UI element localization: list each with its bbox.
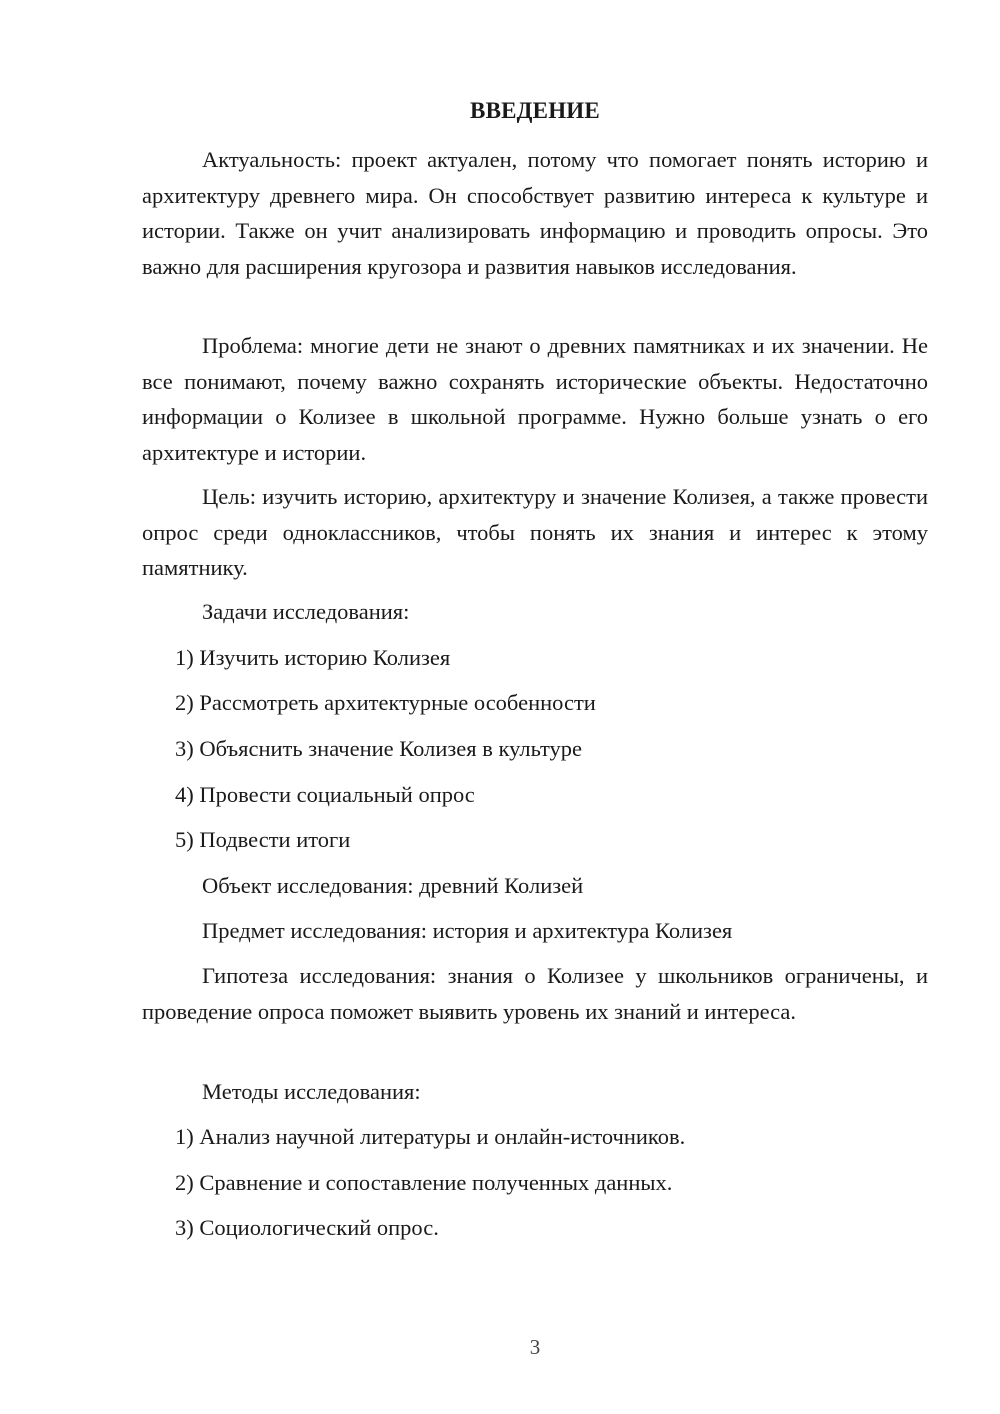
paragraph-problem: Проблема: многие дети не знают о древних памятниках и их значении. Не все понимают, почему важно сохранять исторические объекты. Недостаточно информации о Колизее в школьной программе. Нужно больше узнать о его архитектуре и истории. [142, 333, 928, 466]
task-item: 5) Подвести итоги [175, 827, 351, 852]
paragraph-goal: Цель: изучить историю, архитектуру и значение Колизея, а также провести опрос среди одноклассников, чтобы понять их знания и интерес к этому памятнику. [142, 484, 928, 581]
task-item: 1) Изучить историю Колизея [175, 645, 451, 670]
task-item: 2) Рассмотреть архитектурные особенности [175, 690, 596, 715]
task-item: 4) Провести социальный опрос [175, 782, 475, 807]
tasks-title: Задачи исследования: [202, 599, 410, 624]
page-heading: ВВЕДЕНИЕ [470, 98, 600, 123]
method-item: 1) Анализ научной литературы и онлайн-источников. [175, 1124, 686, 1149]
page-number: 3 [529, 1335, 541, 1359]
methods-title: Методы исследования: [202, 1079, 421, 1104]
paragraph-hypothesis: Гипотеза исследования: знания о Колизее у школьников ограничены, и проведение опроса поможет выявить уровень их знаний и интереса. [142, 963, 928, 1024]
method-item: 3) Социологический опрос. [175, 1215, 439, 1240]
research-subject: Предмет исследования: история и архитектура Колизея [202, 918, 733, 943]
research-object: Объект исследования: древний Колизей [202, 873, 584, 898]
task-item: 3) Объяснить значение Колизея в культуре [175, 736, 583, 761]
paragraph-relevance: Актуальность: проект актуален, потому что помогает понять историю и архитектуру древнего мира. Он способствует развитию интереса к культуре и истории. Также он учит анализировать информацию и проводить опросы. Это важно для расширения кругозора и развития навыков исследования. [142, 147, 928, 280]
document-page [142, 0, 928, 1414]
method-item: 2) Сравнение и сопоставление полученных данных. [175, 1170, 673, 1195]
